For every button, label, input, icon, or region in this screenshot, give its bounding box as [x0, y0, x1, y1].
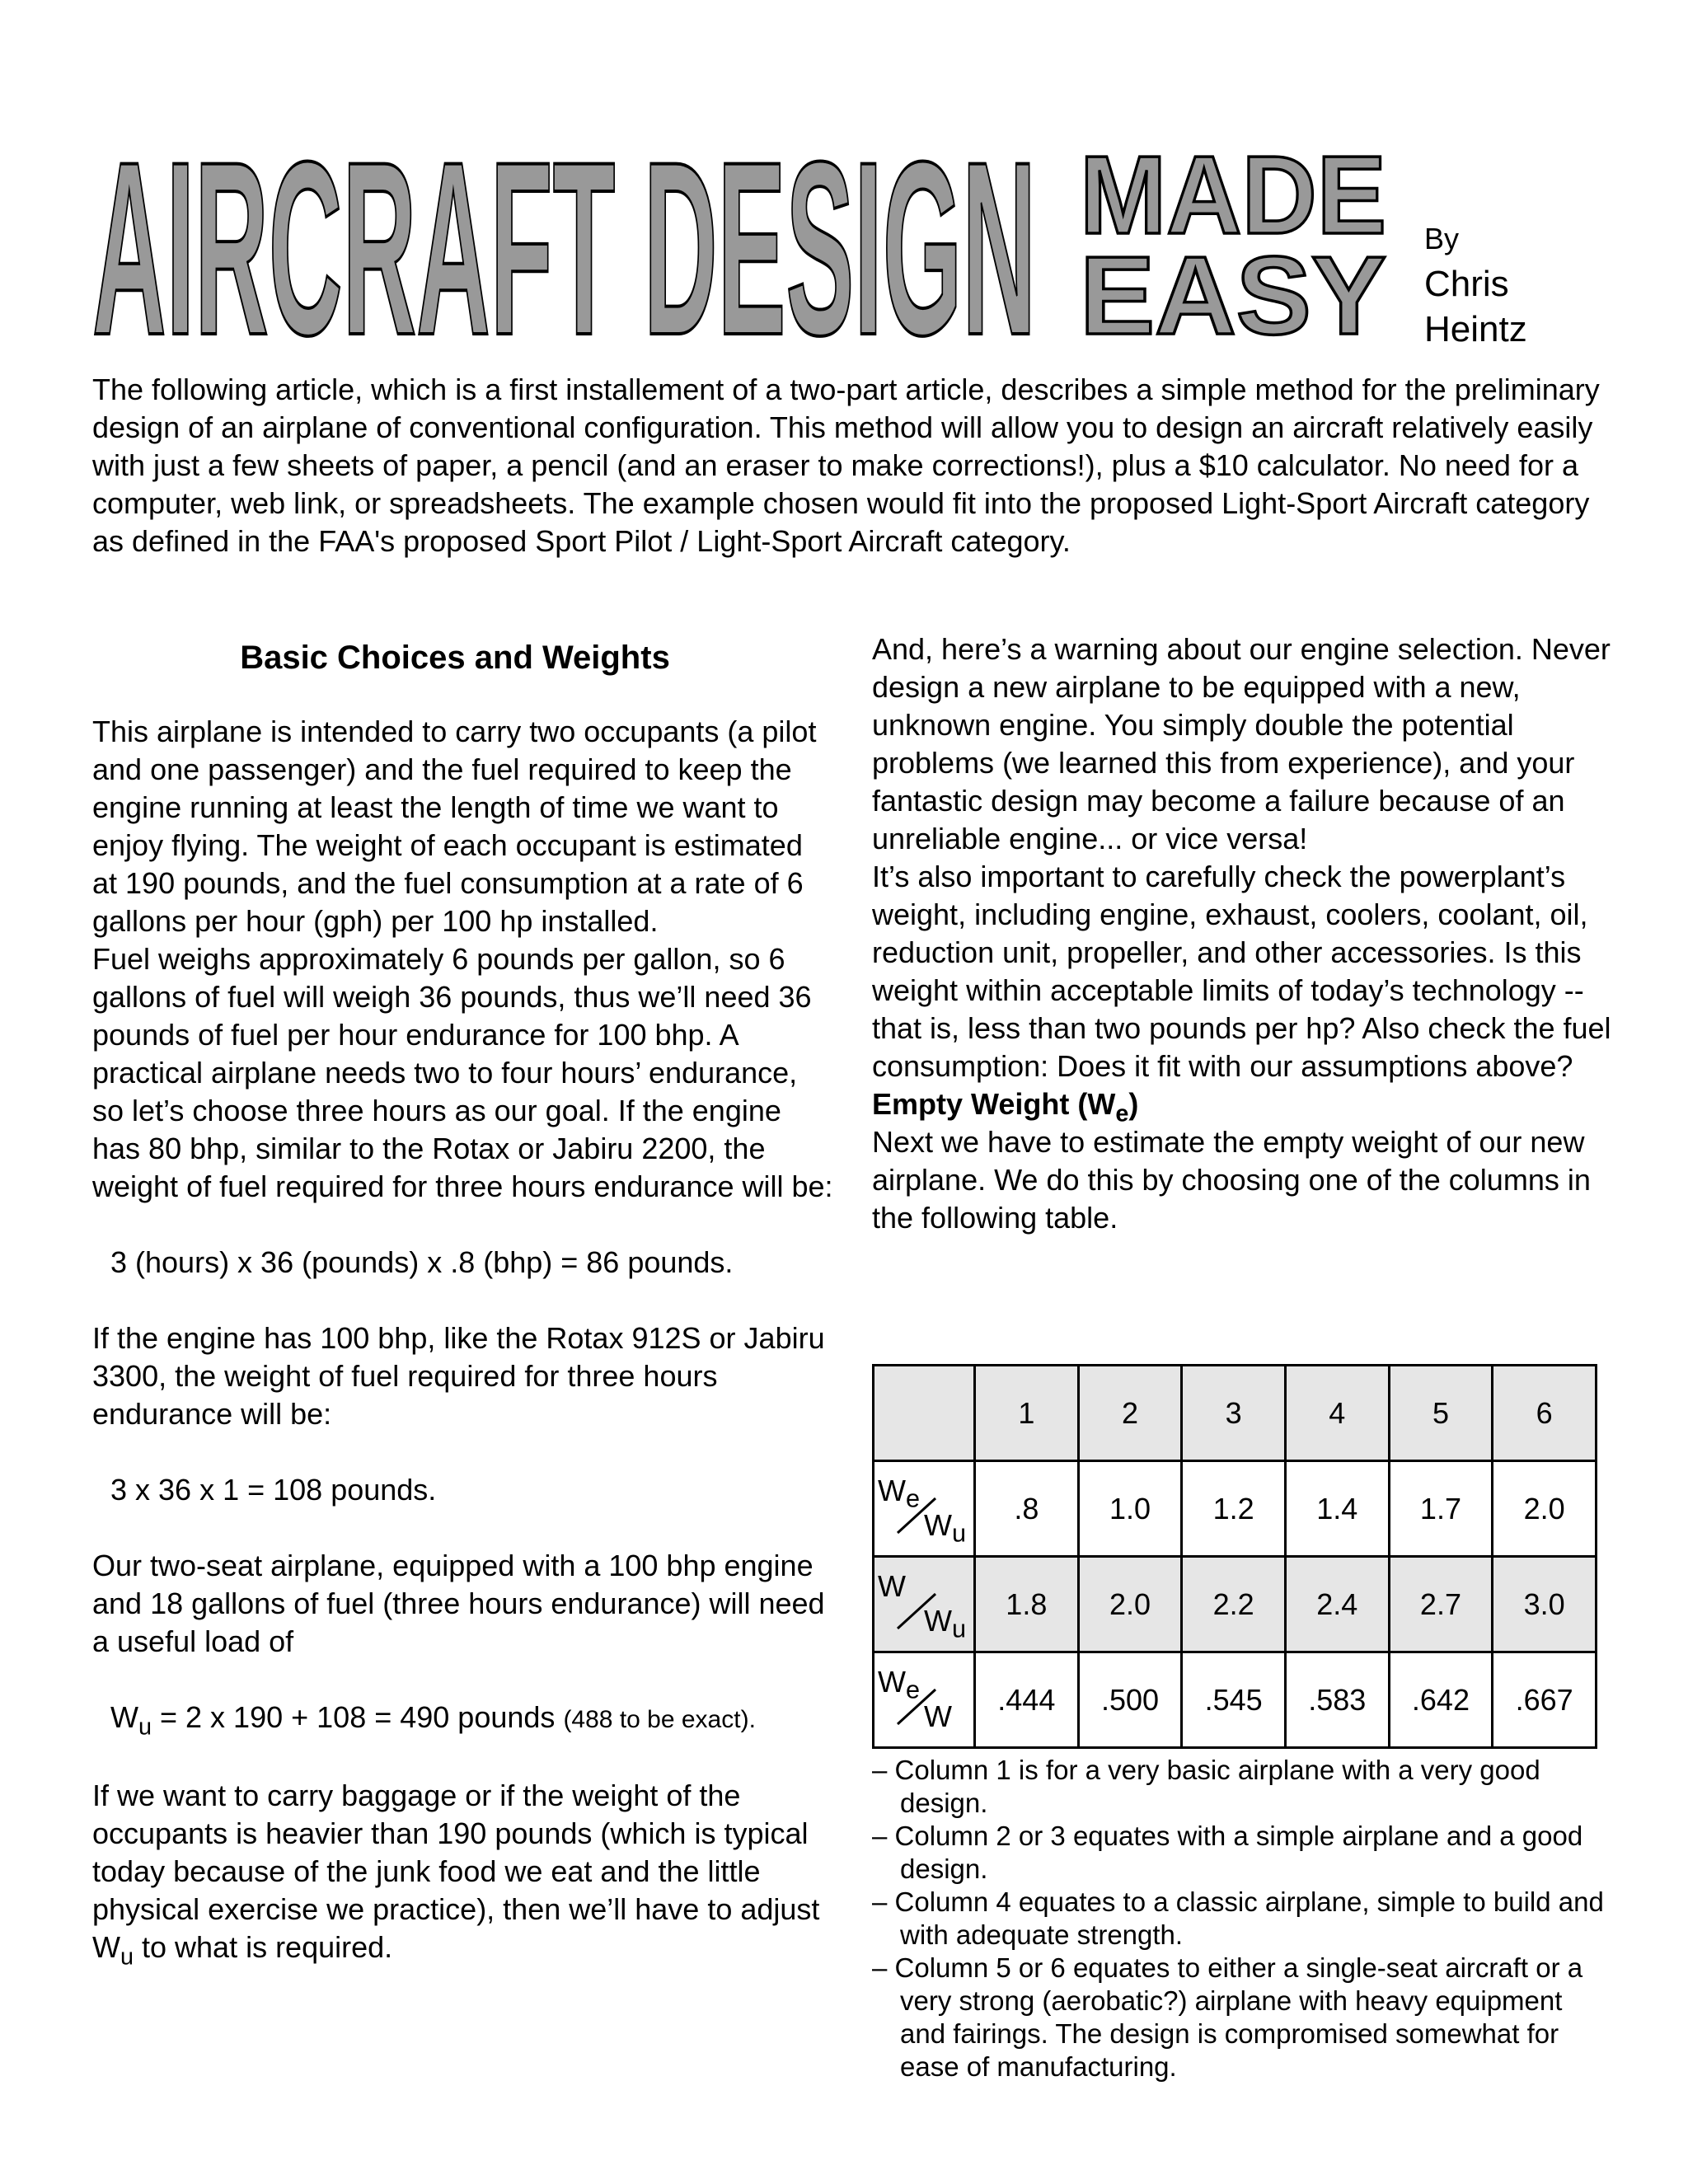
- ratio-den: W: [924, 1699, 952, 1733]
- table-row: [874, 1557, 1597, 1652]
- table-cell: .444: [975, 1652, 1079, 1748]
- table-header-row: [874, 1366, 1597, 1461]
- ratio-den: W: [924, 1604, 952, 1638]
- title-easy: EASY: [1080, 233, 1386, 354]
- table-cell: .500: [1078, 1652, 1182, 1748]
- paragraph-engine-warning: And, here’s a warning about our engine selection. Never design a new airplane to be equipped with a new, unknown engine. You simply double the potential problems (we learned this from experience), and your fantastic design may become a failure because of an unreliable engine... or vice versa!: [872, 632, 1611, 855]
- paragraph-empty-weight: Next we have to estimate the empty weight of our new airplane. We do this by choosing one of the columns in the following table.: [872, 1125, 1591, 1235]
- table-cell: 3.0: [1493, 1557, 1597, 1652]
- ratio-den-sub: u: [951, 1519, 966, 1548]
- table-cell: 2.7: [1389, 1557, 1493, 1652]
- column-header: 2: [1078, 1366, 1182, 1461]
- ratio-den-sub: u: [951, 1615, 966, 1643]
- baggage-text-a: If we want to carry baggage or if the weight of the occupants is heavier than 190 pounds (which is typical today because of the junk food we eat and the little physical exercise we practice), then we’ll have to adjust W: [92, 1779, 820, 1964]
- table-row: [874, 1652, 1597, 1748]
- table-cell: 1.4: [1285, 1461, 1389, 1557]
- column-header: 4: [1285, 1366, 1389, 1461]
- equation-fuel-80bhp: 3 (hours) x 36 (pounds) x .8 (bhp) = 86 pounds.: [110, 1245, 734, 1279]
- ratio-label-we-w: [874, 1652, 975, 1748]
- paragraph-powerplant-weight: It’s also important to carefully check the powerplant’s weight, including engine, exhaust, coolers, coolant, oil, reduction unit, propeller, and other accessories. Is this weight within acceptable limits of today’s technology -- that is, less than two pounds per hp? Also check the fuel consumption: Does it fit with our assumptions above?: [872, 860, 1611, 1083]
- empty-weight-heading: [872, 1085, 1614, 1127]
- column-header: 3: [1182, 1366, 1286, 1461]
- paragraph-useful-load: Our two-seat airplane, equipped with a 100 bhp engine and 18 gallons of fuel (three hours endurance) will need a useful load of: [92, 1549, 825, 1658]
- table-cell: .667: [1493, 1652, 1597, 1748]
- equation-fuel-100bhp: 3 x 36 x 1 = 108 pounds.: [110, 1473, 437, 1507]
- table-cell: 1.8: [975, 1557, 1079, 1652]
- title-aircraft-design: AIRCRAFT DESIGN: [92, 110, 1036, 354]
- paragraph-occupants: This airplane is intended to carry two occupants (a pilot and one passenger) and the fuel required to keep the engine running at least the length of time we want to enjoy flying. The weight of each occupant is estimated at 190 pounds, and the fuel consumption at a rate of 6 gallons per hour (gph) per 100 hp installed.: [92, 715, 817, 938]
- author-last-name: Heintz: [1424, 309, 1527, 349]
- heading-text-b: ): [1128, 1087, 1139, 1121]
- ratio-num: W: [878, 1665, 906, 1699]
- table-cell: 1.2: [1182, 1461, 1286, 1557]
- table-cell: .642: [1389, 1652, 1493, 1748]
- eq-w-sub: u: [138, 1713, 152, 1741]
- weight-ratio-table: [872, 1364, 1597, 1749]
- heading-text-a: Empty Weight (W: [872, 1087, 1116, 1121]
- paragraph-baggage: [92, 1777, 834, 1971]
- left-column: [92, 630, 834, 1971]
- intro-paragraph: The following article, which is a first installement of a two-part article, describes a simple method for the preliminary design of an airplane of conventional configuration. This method will allow you to design an aircraft relatively easily with just a few sheets of paper, a pencil (and an eraser to make corrections!), plus a $10 calculator. No need for a computer, web link, or spreadsheets. The example chosen would fit into the proposed Light-Sport Aircraft category as defined in the FAA's proposed Sport Pilot / Light-Sport Aircraft category.: [92, 373, 1600, 558]
- table-row: [874, 1461, 1597, 1557]
- table-cell: .8: [975, 1461, 1079, 1557]
- ratio-num: W: [878, 1569, 906, 1603]
- table-cell: 1.0: [1078, 1461, 1182, 1557]
- table-cell: 2.0: [1493, 1461, 1597, 1557]
- ratio-num-sub: e: [905, 1484, 920, 1513]
- right-column: [872, 630, 1614, 1237]
- section-title: Basic Choices and Weights: [240, 640, 670, 676]
- list-item: – Column 5 or 6 equates to either a single-seat aircraft or a very strong (aerobatic?) airplane with heavy equipment and fairings. The design is compromised somewhat for ease of manufacturing.: [872, 1952, 1583, 2082]
- column-header: 6: [1493, 1366, 1597, 1461]
- table-cell: .583: [1285, 1652, 1389, 1748]
- list-item: – Column 2 or 3 equates with a simple airplane and a good design.: [872, 1821, 1583, 1884]
- list-item: – Column 4 equates to a classic airplane, simple to build and with adequate strength.: [872, 1886, 1604, 1950]
- byline-by: By: [1424, 222, 1460, 255]
- eq-main: = 2 x 190 + 108 = 490 pounds: [152, 1700, 556, 1734]
- table-cell: 2.2: [1182, 1557, 1286, 1652]
- column-header: 1: [975, 1366, 1079, 1461]
- eq-note: (488 to be exact).: [563, 1706, 756, 1733]
- byline: [1424, 216, 1614, 352]
- eq-w: W: [110, 1700, 138, 1734]
- table-cell: 1.7: [1389, 1461, 1493, 1557]
- ratio-den: W: [924, 1508, 952, 1542]
- table-corner-cell: [874, 1366, 975, 1461]
- list-item: – Column 1 is for a very basic airplane with a very good design.: [872, 1755, 1540, 1818]
- baggage-sub: u: [120, 1943, 134, 1971]
- author-first-name: Chris: [1424, 264, 1509, 304]
- table-cell: .545: [1182, 1652, 1286, 1748]
- column-notes: [872, 1754, 1614, 2083]
- heading-sub: e: [1115, 1100, 1129, 1127]
- baggage-text-b: to what is required.: [134, 1930, 393, 1964]
- table-cell: 2.0: [1078, 1557, 1182, 1652]
- paragraph-fuel: Fuel weighs approximately 6 pounds per gallon, so 6 gallons of fuel will weigh 36 pounds, thus we’ll need 36 pounds of fuel per hour endurance for 100 bhp. A practical airplane needs two to four hours’ endurance, so let’s choose three hours as our goal. If the engine has 80 bhp, similar to the Rotax or Jabiru 2200, the weight of fuel required for three hours endurance will be:: [92, 942, 833, 1203]
- ratio-label-w-wu: [874, 1557, 975, 1652]
- ratio-num-sub: e: [905, 1675, 920, 1704]
- equation-useful-load: [92, 1699, 834, 1739]
- table-cell: 2.4: [1285, 1557, 1389, 1652]
- ratio-label-we-wu: [874, 1461, 975, 1557]
- column-header: 5: [1389, 1366, 1493, 1461]
- title-made: MADE: [1080, 133, 1386, 257]
- paragraph-100bhp: If the engine has 100 bhp, like the Rotax 912S or Jabiru 3300, the weight of fuel required for three hours endurance will be:: [92, 1321, 825, 1431]
- ratio-num: W: [878, 1474, 906, 1507]
